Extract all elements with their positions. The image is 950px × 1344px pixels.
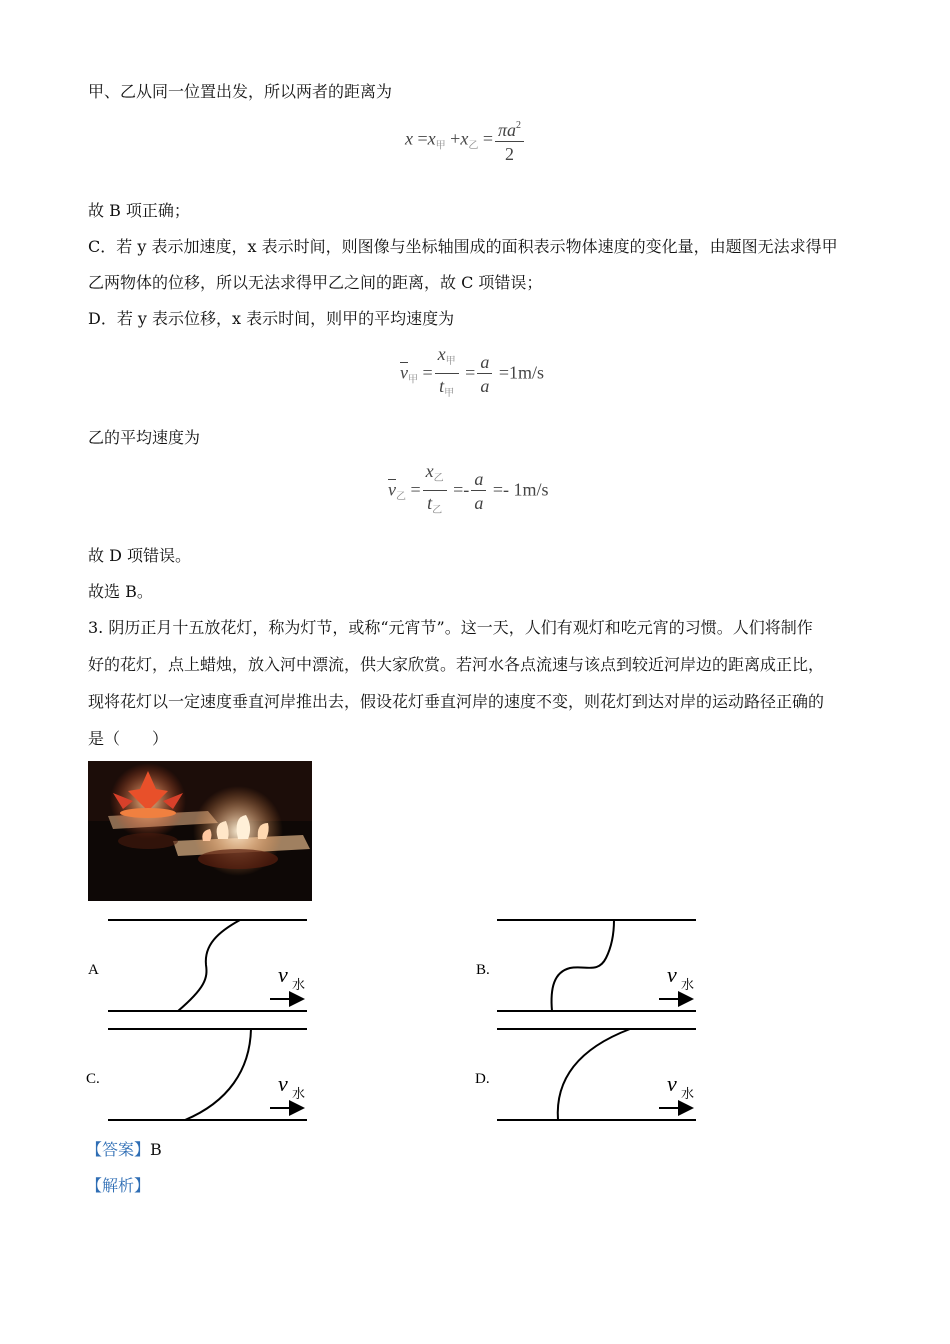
option-c-water-subscript: 水 (292, 1086, 306, 1101)
equation-avg-velocity-jia: $\overline{v}_甲$ = $\frac{x_甲}{t_甲}$ = $\frac{a}{a}$ =1m/s (400, 344, 544, 399)
answer-tag: 【答案】 (86, 1140, 151, 1159)
d-wrong-line: 故 D 项错误。 (88, 546, 192, 565)
yi-avg-velocity-line: 乙的平均速度为 (88, 428, 201, 447)
solution-line-distance: 甲、乙从同一位置出发，所以两者的距离为 (88, 82, 393, 101)
question-3-line3: 现将花灯以一定速度垂直河岸推出去，假设花灯垂直河岸的速度不变，则花灯到达对岸的运动路径正确的 (88, 692, 825, 711)
option-d-analysis-line: D．若 y 表示位移，x 表示时间，则甲的平均速度为 (88, 309, 455, 328)
option-b-velocity-symbol: v (667, 962, 677, 987)
option-d-velocity-symbol: v (667, 1071, 677, 1096)
equation-distance: $x =x_甲 +x_乙$ = $\frac{\pi a^2}{2}$ (405, 116, 526, 165)
question-3-line4: 是（ ） (88, 729, 169, 748)
options-diagrams (0, 910, 950, 1150)
analysis-tag: 【解析】 (86, 1176, 151, 1195)
option-b-label: B. (476, 962, 490, 978)
question-3-line1: 3. 阴历正月十五放花灯，称为灯节，或称“元宵节”。这一天，人们有观灯和吃元宵的习惯。人们将制作 (88, 618, 813, 637)
option-a-water-subscript: 水 (292, 977, 306, 992)
option-c-analysis-line2: 乙两物体的位移，所以无法求得甲乙之间的距离，故 C 项错误； (88, 273, 543, 292)
answer-line (86, 1140, 162, 1160)
answer-value: B (150, 1140, 162, 1159)
equation-avg-velocity-yi: $\overline{v}_乙$ = $\frac{x_乙}{t_乙}$ =- $\frac{a}{a}$ =- 1m/s (388, 461, 549, 516)
analysis-line (86, 1176, 150, 1196)
option-d-water-subscript: 水 (681, 1086, 695, 1101)
lotus-lantern-photo (88, 761, 312, 901)
option-c-velocity-symbol: v (278, 1071, 288, 1096)
option-b-water-subscript: 水 (681, 977, 695, 992)
option-c-label: C. (86, 1071, 100, 1087)
question-3-line2: 好的花灯，点上蜡烛，放入河中漂流，供大家欣赏。若河水各点流速与该点到较近河岸边的距离成正比， (88, 655, 825, 674)
option-a-label: A (88, 962, 99, 978)
option-d-label: D. (475, 1071, 490, 1087)
choose-line: 故选 B。 (88, 582, 153, 601)
option-a-velocity-symbol: v (278, 962, 288, 987)
option-c-analysis-line1: C．若 y 表示加速度，x 表示时间，则图像与坐标轴围成的面积表示物体速度的变化量，由题图无法求得甲 (88, 237, 838, 256)
b-correct-line: 故 B 项正确； (88, 201, 190, 220)
